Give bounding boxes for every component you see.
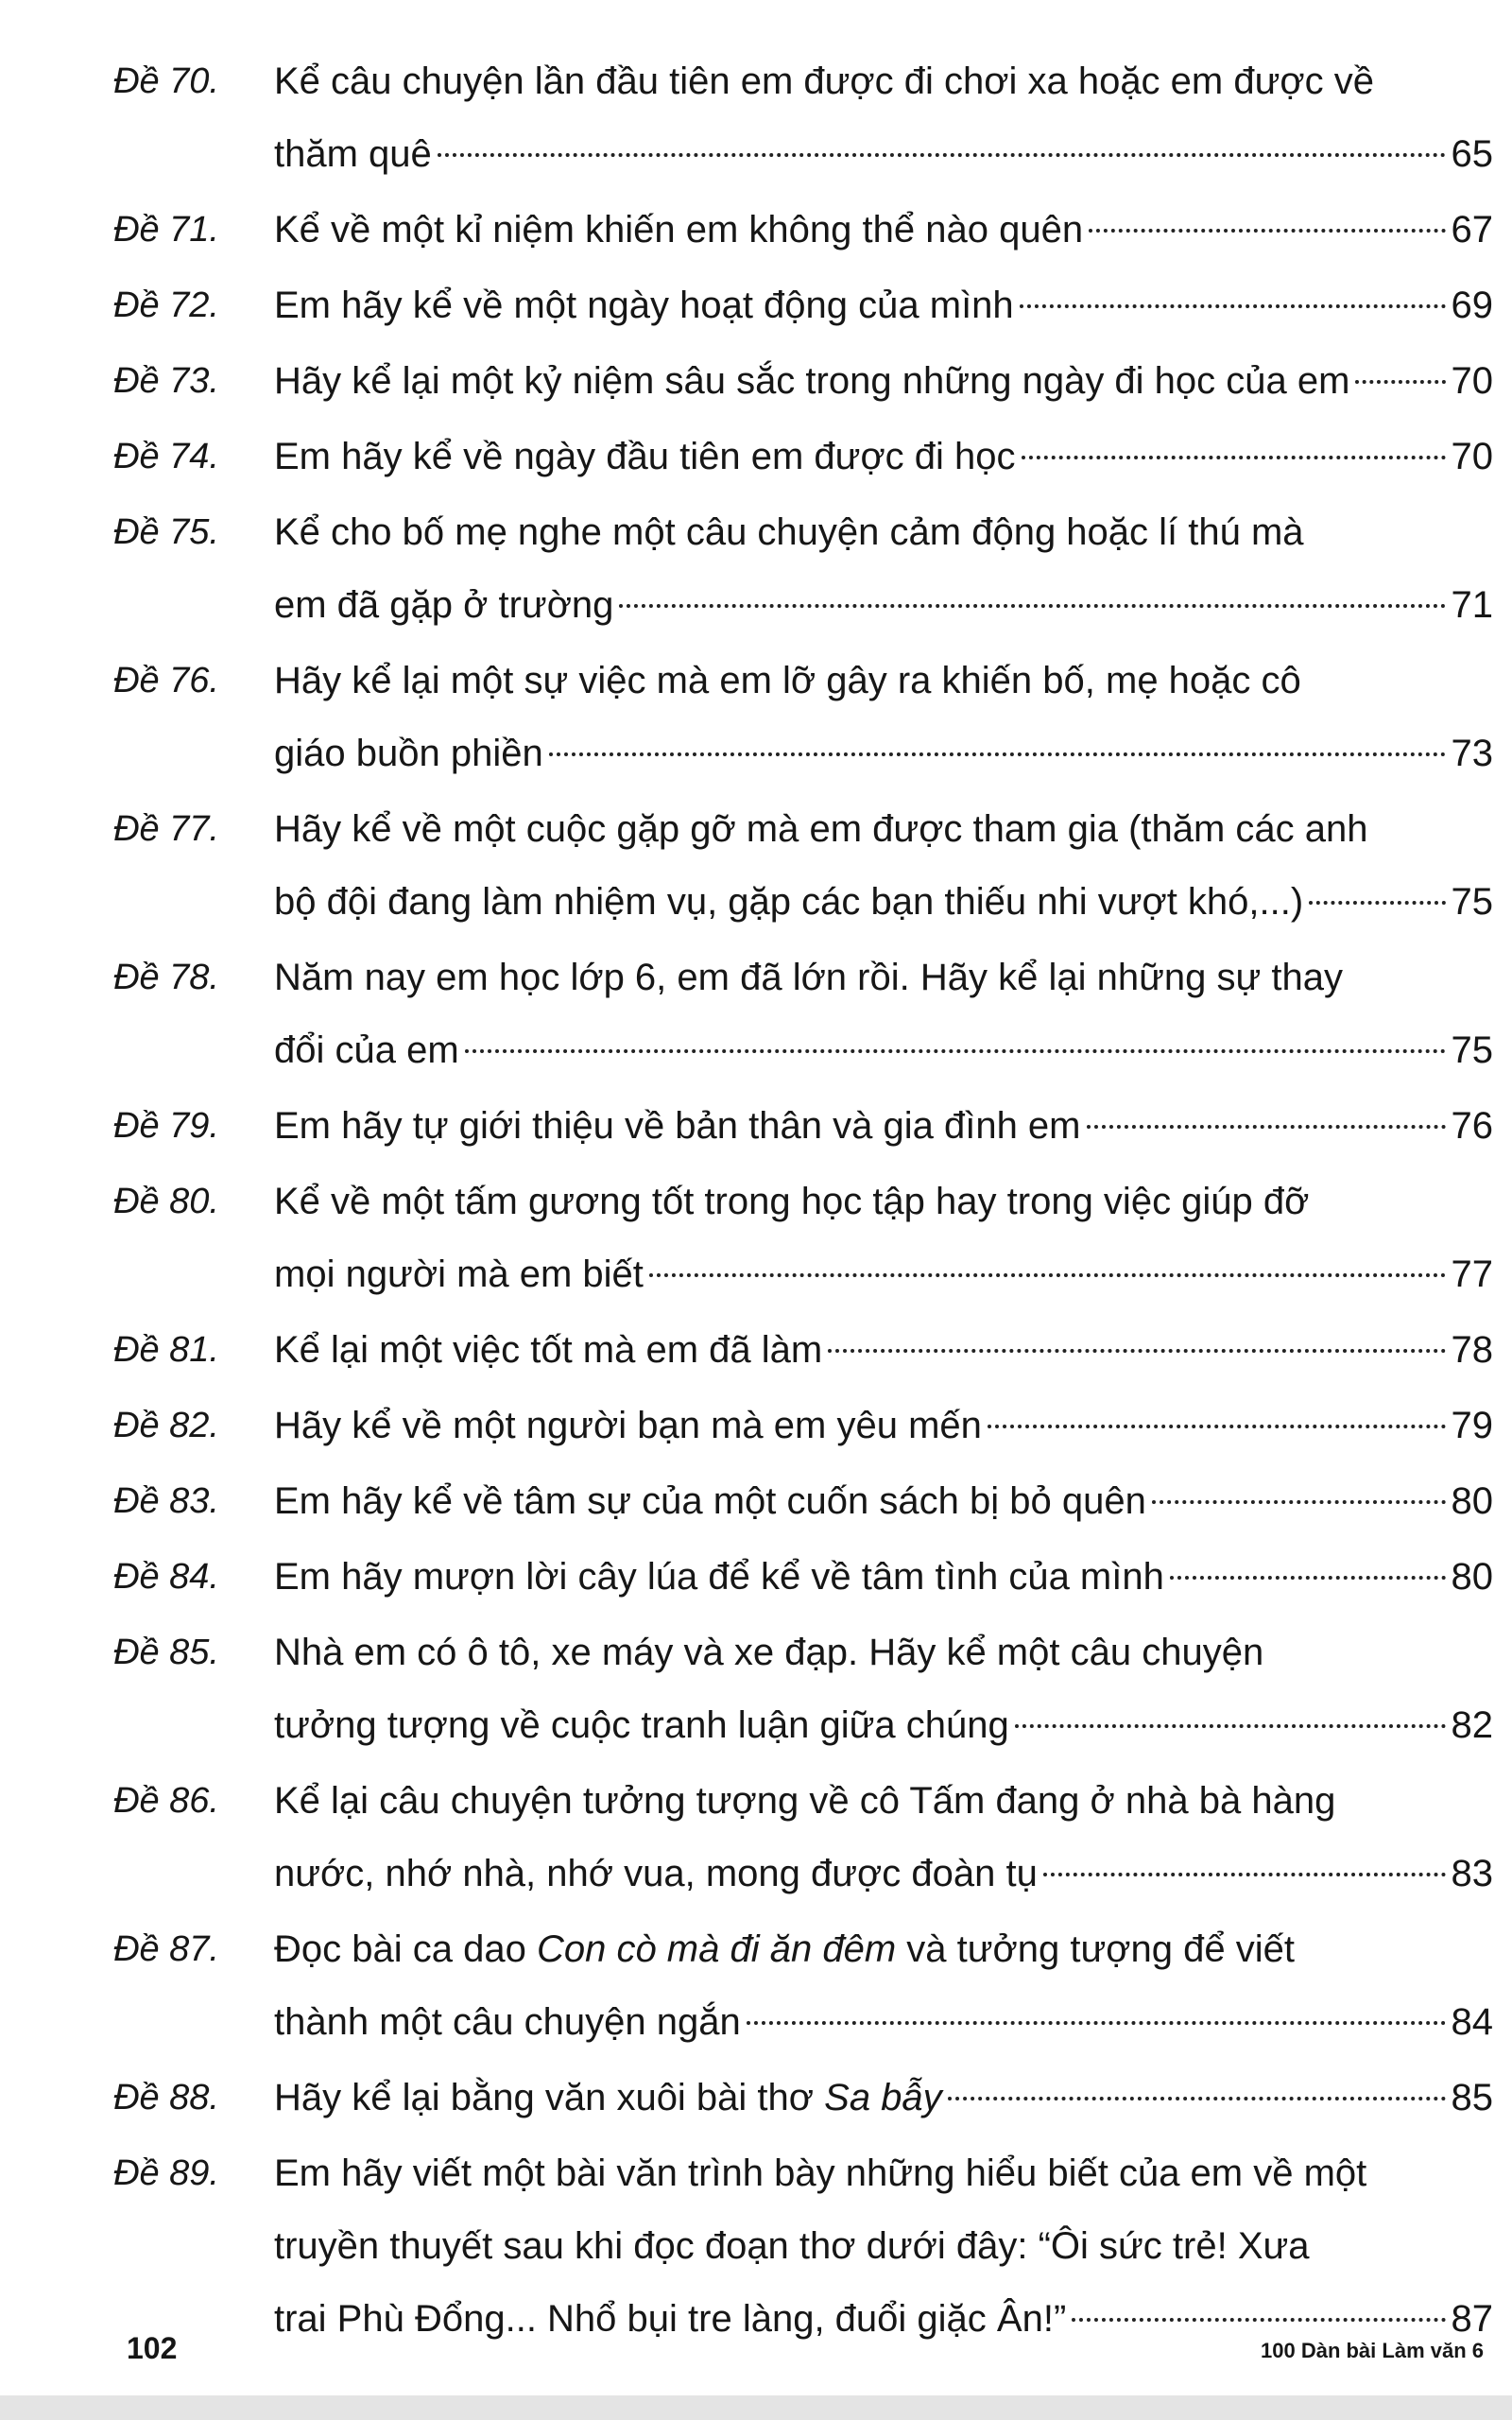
entry-title-line: giáo buồn phiền: [274, 733, 543, 774]
toc-entry-71: [113, 194, 1493, 267]
toc-entry-83: [113, 1465, 1493, 1538]
dot-leader: [1022, 456, 1446, 459]
toc-entry-82: [113, 1390, 1493, 1462]
dot-leader: [1072, 2318, 1445, 2322]
toc-entry-77: [113, 793, 1493, 939]
entry-number: Đề 83.: [113, 1481, 219, 1521]
entry-title-line: Hãy kể về một cuộc gặp gỡ mà em được tham gia (thăm các anh: [274, 808, 1368, 850]
entry-title-line: Kể lại câu chuyện tưởng tượng về cô Tấm đang ở nhà bà hàng: [274, 1780, 1336, 1822]
book-title: 100 Dàn bài Làm văn 6: [1261, 2339, 1484, 2362]
toc-entry-73: [113, 345, 1493, 418]
page-edge-strip: [0, 2395, 1512, 2420]
entry-number: Đề 72.: [113, 285, 219, 325]
entry-title-line: thành một câu chuyện ngắn: [274, 2001, 741, 2043]
entry-number: Đề 77.: [113, 809, 219, 849]
entry-title-line: Em hãy tự giới thiệu về bản thân và gia đình em: [274, 1105, 1081, 1147]
entry-title-line: Hãy kể lại một kỷ niệm sâu sắc trong những ngày đi học của em: [274, 360, 1350, 402]
toc-entry-78: [113, 942, 1493, 1087]
entry-title-line: trai Phù Đổng... Nhổ bụi tre làng, đuổi giặc Ân!”: [274, 2298, 1067, 2340]
entry-number: Đề 87.: [113, 1929, 219, 1969]
entry-title-line: Em hãy kể về một ngày hoạt động của mình: [274, 285, 1014, 326]
dot-leader: [1355, 380, 1445, 384]
dot-leader: [1170, 1576, 1446, 1580]
entry-page: 76: [1451, 1105, 1493, 1147]
toc-entry-70: [113, 45, 1493, 191]
entry-title-line: Em hãy kể về ngày đầu tiên em được đi học: [274, 436, 1016, 477]
entry-title-line: Kể về một tấm gương tốt trong học tập hay trong việc giúp đỡ: [274, 1181, 1310, 1222]
entry-number: Đề 70.: [113, 61, 219, 101]
entry-number: Đề 76.: [113, 661, 219, 700]
entry-title-line: Kể câu chuyện lần đầu tiên em được đi chơi xa hoặc em được về: [274, 60, 1374, 102]
toc-entry-81: [113, 1314, 1493, 1387]
dot-leader: [1089, 229, 1445, 233]
entry-page: 80: [1451, 1480, 1493, 1522]
entry-title-line: em đã gặp ở trường: [274, 584, 614, 626]
toc-entry-80: [113, 1166, 1493, 1311]
dot-leader: [549, 752, 1446, 756]
entry-number: Đề 79.: [113, 1106, 219, 1146]
entry-page: 75: [1451, 881, 1493, 923]
entry-number: Đề 71.: [113, 210, 219, 250]
entry-title-line: nước, nhớ nhà, nhớ vua, mong được đoàn tụ: [274, 1853, 1038, 1894]
entry-title-line: Em hãy mượn lời cây lúa để kể về tâm tình của mình: [274, 1556, 1164, 1598]
entry-number: Đề 75.: [113, 512, 219, 552]
entry-title-line: Em hãy viết một bài văn trình bày những hiểu biết của em về một: [274, 2152, 1367, 2194]
entry-page: 87: [1451, 2298, 1493, 2340]
title-text: Hãy kể lại bằng văn xuôi bài thơ: [274, 2077, 825, 2118]
entry-number: Đề 84.: [113, 1557, 219, 1597]
dot-leader: [1087, 1125, 1446, 1129]
entry-number: Đề 88.: [113, 2078, 219, 2118]
entry-number: Đề 89.: [113, 2153, 219, 2193]
entry-number: Đề 82.: [113, 1406, 219, 1445]
entry-title-line: mọi người mà em biết: [274, 1253, 644, 1295]
toc-entry-74: [113, 421, 1493, 493]
toc-entry-72: [113, 269, 1493, 342]
entry-title-line: Kể lại một việc tốt mà em đã làm: [274, 1329, 823, 1371]
entry-title-line: Hãy kể về một người bạn mà em yêu mến: [274, 1405, 982, 1446]
entry-title-line: Hãy kể lại một sự việc mà em lỡ gây ra khiến bố, mẹ hoặc cô: [274, 660, 1301, 701]
dot-leader: [988, 1425, 1446, 1428]
toc-entry-76: [113, 645, 1493, 790]
entry-number: Đề 73.: [113, 361, 219, 401]
entry-title-line: [274, 1913, 1493, 1986]
entry-title-line: tưởng tượng về cuộc tranh luận giữa chúng: [274, 1704, 1009, 1746]
dot-leader: [1309, 901, 1445, 905]
entry-title-line: đổi của em: [274, 1029, 459, 1071]
toc-entry-84: [113, 1541, 1493, 1614]
entry-page: 79: [1451, 1405, 1493, 1446]
entry-title-line: Năm nay em học lớp 6, em đã lớn rồi. Hãy kể lại những sự thay: [274, 957, 1343, 998]
entry-page: 71: [1451, 584, 1493, 626]
dot-leader: [747, 2021, 1446, 2025]
entry-page: 75: [1451, 1029, 1493, 1071]
entry-page: 84: [1451, 2001, 1493, 2043]
entry-page: 83: [1451, 1853, 1493, 1894]
dot-leader: [649, 1273, 1446, 1277]
table-of-contents: [113, 45, 1493, 2359]
entry-page: 80: [1451, 1556, 1493, 1598]
dot-leader: [828, 1349, 1445, 1353]
entry-page: 78: [1451, 1329, 1493, 1371]
entry-page: 65: [1451, 133, 1493, 175]
entry-title-line: truyền thuyết sau khi đọc đoạn thơ dưới đây: “Ôi sức trẻ! Xưa: [274, 2225, 1310, 2267]
title-text: Đọc bài ca dao: [274, 1928, 537, 1970]
entry-title-line: bộ đội đang làm nhiệm vụ, gặp các bạn thiếu nhi vượt khó,...): [274, 881, 1304, 923]
dot-leader: [1015, 1724, 1446, 1728]
dot-leader: [1152, 1500, 1446, 1504]
toc-entry-75: [113, 496, 1493, 642]
entry-page: 69: [1451, 285, 1493, 326]
entry-page: 70: [1451, 360, 1493, 402]
toc-entry-86: [113, 1765, 1493, 1910]
entry-page: 85: [1451, 2077, 1493, 2118]
entry-number: Đề 86.: [113, 1781, 219, 1821]
entry-number: Đề 85.: [113, 1633, 219, 1672]
entry-page: 77: [1451, 1253, 1493, 1295]
dot-leader: [948, 2097, 1446, 2100]
entry-title-line: Nhà em có ô tô, xe máy và xe đạp. Hãy kể một câu chuyện: [274, 1632, 1264, 1673]
toc-entry-89: [113, 2137, 1493, 2356]
entry-page: 67: [1451, 209, 1493, 251]
poem-title-italic: Sa bẫy: [824, 2077, 942, 2118]
entry-title-line: thăm quê: [274, 133, 432, 175]
entry-page: 70: [1451, 436, 1493, 477]
entry-title-line: [274, 2062, 942, 2135]
entry-page: 82: [1451, 1704, 1493, 1746]
entry-number: Đề 81.: [113, 1330, 219, 1370]
title-text: và tưởng tượng để viết: [896, 1928, 1295, 1970]
entry-title-line: Em hãy kể về tâm sự của một cuốn sách bị bỏ quên: [274, 1480, 1146, 1522]
dot-leader: [619, 604, 1445, 608]
dot-leader: [1043, 1873, 1446, 1876]
entry-title-line: Kể về một kỉ niệm khiến em không thể nào quên: [274, 209, 1084, 251]
entry-title-line: Kể cho bố mẹ nghe một câu chuyện cảm động hoặc lí thú mà: [274, 511, 1304, 553]
entry-number: Đề 80.: [113, 1182, 219, 1221]
dot-leader: [1020, 304, 1446, 308]
toc-entry-88: [113, 2062, 1493, 2135]
toc-entry-87: [113, 1913, 1493, 2059]
entry-page: 73: [1451, 733, 1493, 774]
poem-title-italic: Con cò mà đi ăn đêm: [536, 1928, 897, 1970]
entry-number: Đề 74.: [113, 437, 219, 476]
toc-entry-79: [113, 1090, 1493, 1163]
dot-leader: [438, 153, 1446, 157]
page-number: 102: [127, 2331, 178, 2365]
toc-entry-85: [113, 1616, 1493, 1762]
dot-leader: [465, 1049, 1446, 1053]
entry-number: Đề 78.: [113, 958, 219, 997]
